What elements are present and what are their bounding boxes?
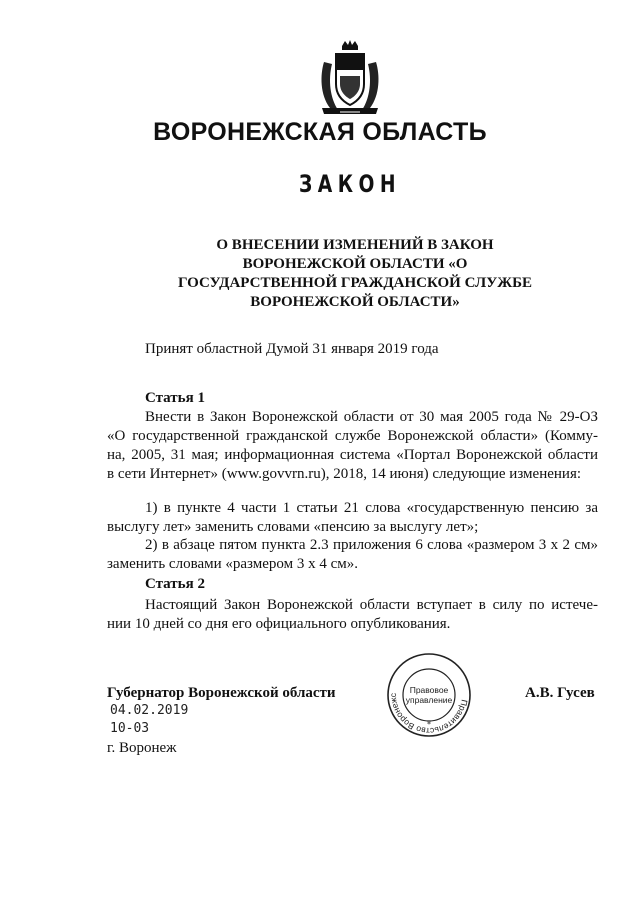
law-title-line: ГОСУДАРСТВЕННОЙ ГРАЖДАНСКОЙ СЛУЖБЕ bbox=[177, 275, 532, 291]
law-title-line: ВОРОНЕЖСКОЙ ОБЛАСТИ «О bbox=[242, 256, 468, 272]
article-2-body bbox=[107, 596, 598, 634]
paragraph-line: Настоящий Закон Воронежской области вступает в силу по истече- bbox=[145, 597, 598, 613]
seal-center-line: Правовое bbox=[409, 685, 449, 695]
paragraph-line: выслугу лет» заменить словами «пенсию за выслугу лет»; bbox=[107, 519, 479, 535]
law-title-line: О ВНЕСЕНИИ ИЗМЕНЕНИЙ В ЗАКОН bbox=[216, 237, 494, 253]
seal-center-line: управление bbox=[405, 695, 453, 705]
law-heading: ЗАКОН bbox=[299, 170, 401, 198]
seal-star: * bbox=[427, 720, 431, 729]
signing-date: 04.02.2019 bbox=[110, 703, 189, 718]
governor-title: Губернатор Воронежской области bbox=[107, 685, 336, 701]
article-2-heading: Статья 2 bbox=[145, 576, 205, 592]
coat-of-arms-icon bbox=[316, 40, 384, 116]
official-seal-icon bbox=[386, 652, 472, 738]
paragraph-line: «О государственной гражданской службе Воронежской области» (Комму- bbox=[107, 428, 598, 444]
paragraph-line: 2) в абзаце пятом пункта 2.3 приложения 6 слова «размером 3 х 2 см» bbox=[145, 537, 598, 553]
region-title: ВОРОНЕЖСКАЯ ОБЛАСТЬ bbox=[153, 118, 487, 146]
signer-name: А.В. Гусев bbox=[525, 685, 595, 701]
paragraph-line: 1) в пункте 4 части 1 статьи 21 слова «государственную пенсию за bbox=[145, 500, 598, 516]
article-1-intro bbox=[107, 408, 598, 484]
article-1-heading: Статья 1 bbox=[145, 390, 205, 406]
seal-ring-text: Правительство Воронежс bbox=[387, 692, 470, 737]
article-1-item-2 bbox=[107, 536, 598, 574]
paragraph-line: Внести в Закон Воронежской области от 30 мая 2005 года № 29-ОЗ bbox=[145, 409, 598, 425]
article-1-item-1 bbox=[107, 499, 598, 537]
paragraph-line: в сети Интернет» (www.govvrn.ru), 2018, 14 июня) следующие изменения: bbox=[107, 466, 582, 482]
registration-number: 10-03 bbox=[110, 721, 150, 736]
paragraph-line: заменить словами «размером 3 х 4 см». bbox=[107, 556, 359, 572]
law-title bbox=[120, 236, 590, 312]
adoption-note: Принят областной Думой 31 января 2019 года bbox=[145, 341, 439, 357]
paragraph-line: нии 10 дней со дня его официального опубликования. bbox=[107, 616, 451, 632]
paragraph-line: на, 2005, 31 мая; информационная система «Портал Воронежской области bbox=[107, 447, 598, 463]
law-title-line: ВОРОНЕЖСКОЙ ОБЛАСТИ» bbox=[250, 294, 460, 310]
city-name: г. Воронеж bbox=[107, 740, 177, 756]
